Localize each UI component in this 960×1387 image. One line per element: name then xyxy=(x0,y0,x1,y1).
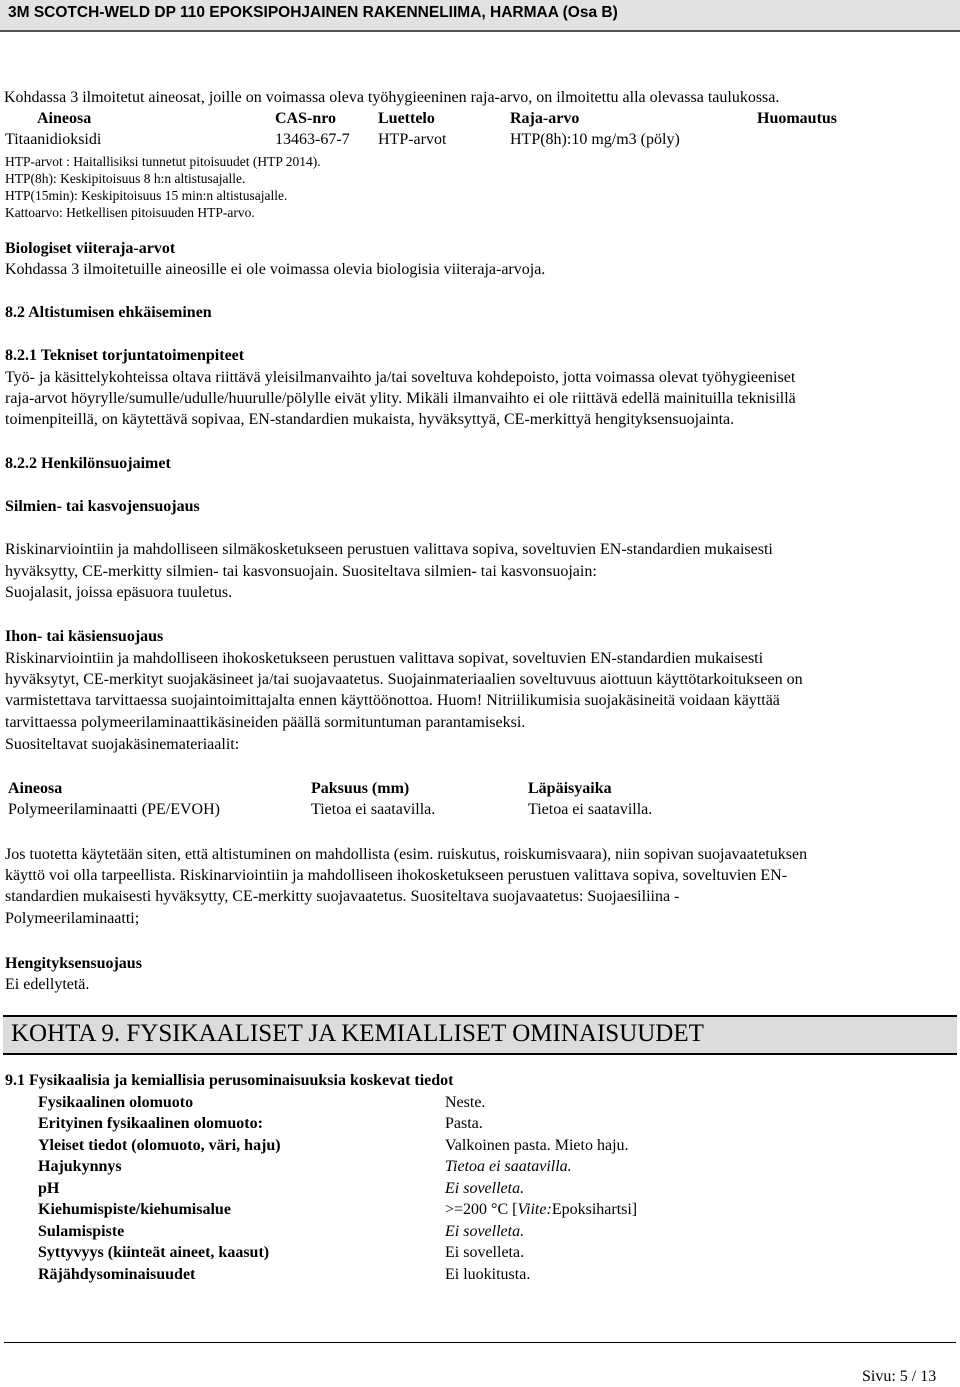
glove-table-header-lapaisyaika: Läpäisyaika xyxy=(528,780,612,797)
eye-protection-line: hyväksytty, CE-merkitty silmien- tai kasvonsuojain. Suositeltava silmien- tai kasvonsuojain: xyxy=(5,563,597,580)
bio-text: Kohdassa 3 ilmoitetuille aineosille ei ole voimassa olevia biologisia viiteraja-arvoja. xyxy=(5,261,546,278)
section-9-1-heading: 9.1 Fysikaalisia ja kemiallisia perusominaisuuksia koskevat tiedot xyxy=(5,1072,454,1089)
glove-table-cell-material: Polymeerilaminaatti (PE/EVOH) xyxy=(8,801,220,818)
document-header xyxy=(0,0,960,32)
exposure-header-luettelo: Luettelo xyxy=(378,110,435,127)
property-label: Syttyvyys (kiinteät aineet, kaasut) xyxy=(38,1244,270,1261)
respiratory-text: Ei edellytetä. xyxy=(5,976,90,993)
skin-protection-line: Riskinarviointiin ja mahdolliseen ihokosketukseen perustuen valittava sopivat, soveltuvien EN-standardien mukaisesti xyxy=(5,650,764,667)
property-value: Pasta. xyxy=(445,1115,483,1132)
footer-divider xyxy=(4,1342,956,1343)
section-8-2-1-heading: 8.2.1 Tekniset torjuntatoimenpiteet xyxy=(5,347,245,364)
exposure-cell-cas: 13463-67-7 xyxy=(275,131,350,148)
bio-heading: Biologiset viiteraja-arvot xyxy=(5,240,176,257)
property-label: Sulamispiste xyxy=(38,1223,125,1240)
property-label: Fysikaalinen olomuoto xyxy=(38,1094,194,1111)
section-9-banner xyxy=(3,1015,957,1055)
exposure-intro: Kohdassa 3 ilmoitetut aineosat, joille on voimassa oleva työhygieeninen raja-arvo, on ilmoitettu alla olevassa taulukossa. xyxy=(4,89,780,106)
property-value: Ei sovelleta. xyxy=(445,1180,525,1197)
section-9-title: KOHTA 9. FYSIKAALISET JA KEMIALLISET OMINAISUUDET xyxy=(11,1020,704,1047)
skin-protection-after-line: Polymeerilaminaatti; xyxy=(5,910,140,927)
skin-protection-line: tarvittaessa polymeerilaminaattikäsineiden päällä sormituntuman parantamiseksi. xyxy=(5,714,526,731)
exposure-header-raja-arvo: Raja-arvo xyxy=(510,110,580,127)
section-8-2-2-heading: 8.2.2 Henkilönsuojaimet xyxy=(5,455,171,472)
document-title: 3M SCOTCH-WELD DP 110 EPOKSIPOHJAINEN RAKENNELIIMA, HARMAA (Osa B) xyxy=(8,4,618,21)
exposure-cell-list: HTP-arvot xyxy=(378,131,447,148)
skin-protection-line: hyväksytyt, CE-merkityt suojakäsineet ja/tai suojavaatetus. Suojainmateriaalien soveltuvuus aiottuun käyttötarkoitukseen on xyxy=(5,671,803,688)
glove-table-header-aineosa: Aineosa xyxy=(8,780,63,797)
page-number: Sivu: 5 / 13 xyxy=(862,1368,937,1385)
exposure-cell-substance: Titaanidioksidi xyxy=(5,131,102,148)
skin-protection-after-line: Jos tuotetta käytetään siten, että altistuminen on mahdollista (esim. ruiskutus, roiskumisvaara), niin sopivan suojavaatetuksen xyxy=(5,846,808,863)
exposure-note: HTP-arvot : Haitallisiksi tunnetut pitoisuudet (HTP 2014). xyxy=(5,154,321,169)
exposure-header-huomautus: Huomautus xyxy=(757,110,838,127)
skin-protection-after-line: käyttö voi olla tarpeellista. Riskinarviointiin ja mahdolliseen ihokosketukseen perustuen valittava sopiva, soveltuvien EN- xyxy=(5,867,788,884)
skin-protection-heading: Ihon- tai käsiensuojaus xyxy=(5,628,164,645)
property-value: Valkoinen pasta. Mieto haju. xyxy=(445,1137,629,1154)
glove-table-header-paksuus: Paksuus (mm) xyxy=(311,780,410,797)
skin-protection-line: varmistettava tarvittaessa suojaintoimittajalta ennen käyttöönottoa. Huom! Nitriilikumisia suojakäsineitä voidaan käyttää xyxy=(5,692,780,709)
skin-protection-after-line: standardien mukaisesti hyväksytty, CE-merkitty suojavaatetus. Suositeltava suojavaatetus: Suojaesiliina - xyxy=(5,888,680,905)
section-8-2-heading: 8.2 Altistumisen ehkäiseminen xyxy=(5,304,212,321)
property-value: Neste. xyxy=(445,1094,486,1111)
section-8-2-1-line: toimenpiteillä, on käytettävä sopivaa, EN-standardien mukaista, hyväksyttyä, CE-merkittyä hengityksensuojainta. xyxy=(5,411,735,428)
boiling-point-ref-label: Viite: xyxy=(517,1201,552,1218)
boiling-point-value: >=200 °C [ xyxy=(445,1201,518,1218)
property-label: Räjähdysominaisuudet xyxy=(38,1266,196,1283)
exposure-note: HTP(8h): Keskipitoisuus 8 h:n altistusajalle. xyxy=(5,171,246,186)
property-value: Tietoa ei saatavilla. xyxy=(445,1158,572,1175)
property-label: pH xyxy=(38,1180,60,1197)
exposure-note: Kattoarvo: Hetkellisen pitoisuuden HTP-arvo. xyxy=(5,205,255,220)
property-label: Hajukynnys xyxy=(38,1158,122,1175)
property-value: Ei sovelleta. xyxy=(445,1223,525,1240)
boiling-point-ref: Epoksihartsi] xyxy=(551,1201,638,1218)
eye-protection-line: Riskinarviointiin ja mahdolliseen silmäkosketukseen perustuen valittava sopiva, soveltuvien EN-standardien mukaisesti xyxy=(5,541,773,558)
glove-table-cell-thickness: Tietoa ei saatavilla. xyxy=(311,801,436,818)
property-label: Kiehumispiste/kiehumisalue xyxy=(38,1201,231,1218)
property-label: Erityinen fysikaalinen olomuoto: xyxy=(38,1115,263,1132)
glove-table-cell-breakthrough: Tietoa ei saatavilla. xyxy=(528,801,653,818)
eye-protection-heading: Silmien- tai kasvojensuojaus xyxy=(5,498,200,515)
eye-protection-line: Suojalasit, joissa epäsuora tuuletus. xyxy=(5,584,233,601)
property-value: Ei sovelleta. xyxy=(445,1244,525,1261)
property-label: Yleiset tiedot (olomuoto, väri, haju) xyxy=(38,1137,281,1154)
section-8-2-1-line: Työ- ja käsittelykohteissa oltava riittävä yleisilmanvaihto ja/tai soveltuva kohdepoisto, jotta voimassa olevat työhygieeniset xyxy=(5,369,796,386)
section-8-2-1-line: raja-arvot höyrylle/sumulle/udulle/huurulle/pölylle eivät ylity. Mikäli ilmanvaihto ei ole riittävä edellä mainituilla teknisillä xyxy=(5,390,796,407)
property-value xyxy=(445,1201,637,1219)
skin-protection-line: Suositeltavat suojakäsinemateriaalit: xyxy=(5,736,240,753)
exposure-cell-limit: HTP(8h):10 mg/m3 (pöly) xyxy=(510,131,680,148)
exposure-header-cas: CAS-nro xyxy=(275,110,337,127)
respiratory-heading: Hengityksensuojaus xyxy=(5,955,142,972)
property-value: Ei luokitusta. xyxy=(445,1266,531,1283)
exposure-note: HTP(15min): Keskipitoisuus 15 min:n altistusajalle. xyxy=(5,188,288,203)
exposure-header-aineosa: Aineosa xyxy=(37,110,92,127)
